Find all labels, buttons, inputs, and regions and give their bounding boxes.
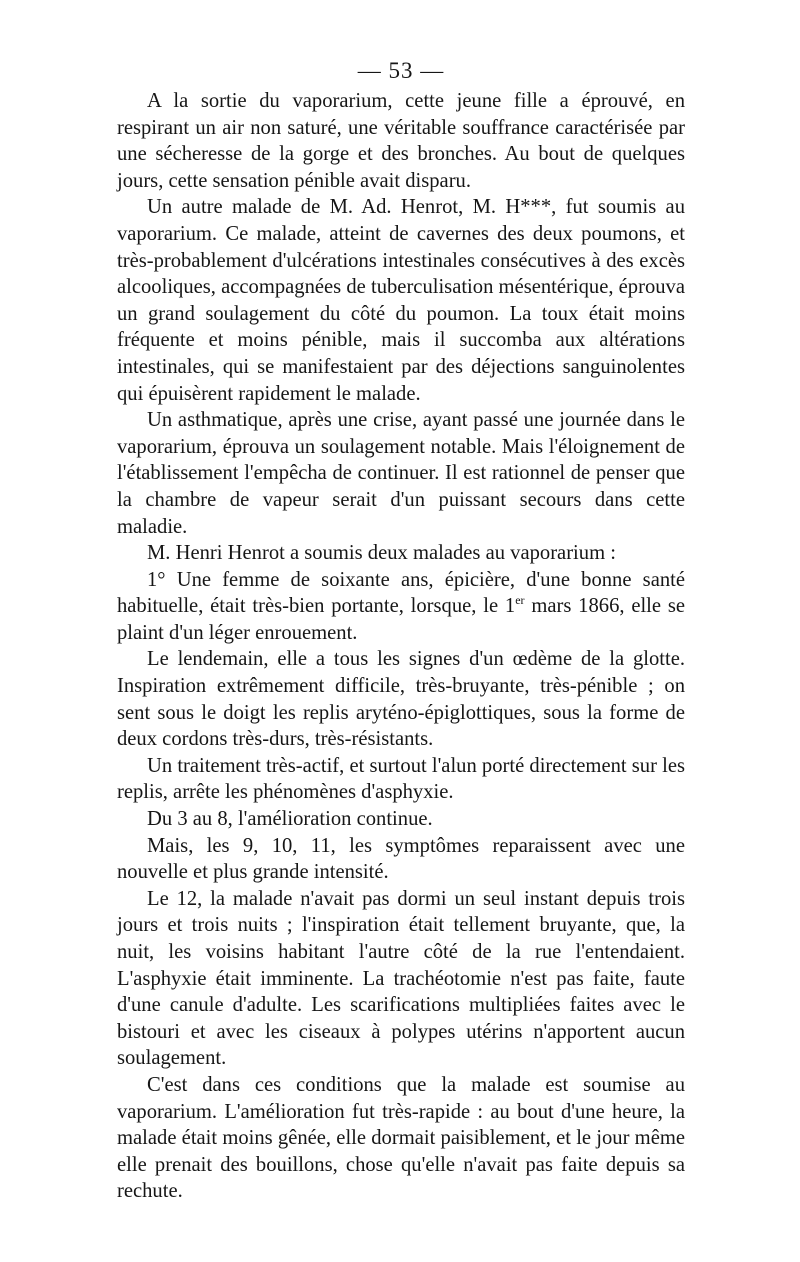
body-text [117, 88, 685, 1205]
paragraph [117, 567, 685, 647]
paragraph-text: 1° Une femme de soixante ans, épicière, d'une bonne santé habituelle, était très-bien portante, lorsque, le 1 [117, 568, 685, 618]
book-page [117, 56, 685, 1205]
paragraph: C'est dans ces conditions que la malade est soumise au vaporarium. L'amélioration fut très-rapide : au bout d'une heure, la malade était moins gênée, elle dormait paisiblement, et le jour même elle prenait des bouillons, chose qu'elle n'avait pas faite depuis sa rechute. [117, 1073, 685, 1203]
paragraph-text-continued: mars 1866, elle se plaint d'un léger enrouement. [117, 595, 685, 644]
ordinal-superscript: er [515, 593, 525, 608]
paragraph: Le lendemain, elle a tous les signes d'un œdème de la glotte. Inspiration extrêmement difficile, très-bruyante, très-pénible ; on sent sous le doigt les replis aryténo-épiglottiques, sous la forme de deux cordons très-durs, très-résistants. [117, 648, 685, 751]
page-number: — 53 — [357, 58, 445, 83]
paragraph: Un traitement très-actif, et surtout l'alun porté directement sur les replis, arrête les phénomènes d'asphyxie. [117, 754, 685, 804]
paragraph: M. Henri Henrot a soumis deux malades au vaporarium : [147, 542, 616, 565]
paragraph: Du 3 au 8, l'amélioration continue. [147, 808, 433, 831]
paragraph: A la sortie du vaporarium, cette jeune fille a éprouvé, en respirant un air non saturé, une véritable souffrance caractérisée par une sécheresse de la gorge et des bronches. Au bout de quelques jours, cette sensation pénible avait disparu. [117, 90, 685, 192]
paragraph: Un autre malade de M. Ad. Henrot, M. H***, fut soumis au vaporarium. Ce malade, atteint de cavernes des deux poumons, et très-probablement d'ulcérations intestinales consécutives à des excès alcooliques, accompagnées de tuberculisation mésentérique, éprouva un grand soulagement du côté du poumon. La toux était moins fréquente et moins pénible, mais il succomba aux altérations intestinales, qui se manifestaient par des déjections sanguinolentes qui épuisèrent rapidement le malade. [117, 196, 685, 405]
paragraph: Mais, les 9, 10, 11, les symptômes reparaissent avec une nouvelle et plus grande intensité. [117, 834, 685, 884]
paragraph: Le 12, la malade n'avait pas dormi un seul instant depuis trois jours et trois nuits ; l'inspiration était tellement bruyante, que, la nuit, les voisins habitant l'autre côté de la rue l'entendaient. L'asphyxie était imminente. La trachéotomie n'est pas faite, faute d'une canule d'adulte. Les scarifications multipliées faites avec le bistouri et avec les ciseaux à polypes utérins n'apportent aucun soulagement. [117, 887, 685, 1070]
paragraph: Un asthmatique, après une crise, ayant passé une journée dans le vaporarium, éprouva un soulagement notable. Mais l'éloignement de l'établissement l'empêcha de continuer. Il est rationnel de penser que la chambre de vapeur serait d'un puissant secours dans cette maladie. [117, 409, 685, 538]
